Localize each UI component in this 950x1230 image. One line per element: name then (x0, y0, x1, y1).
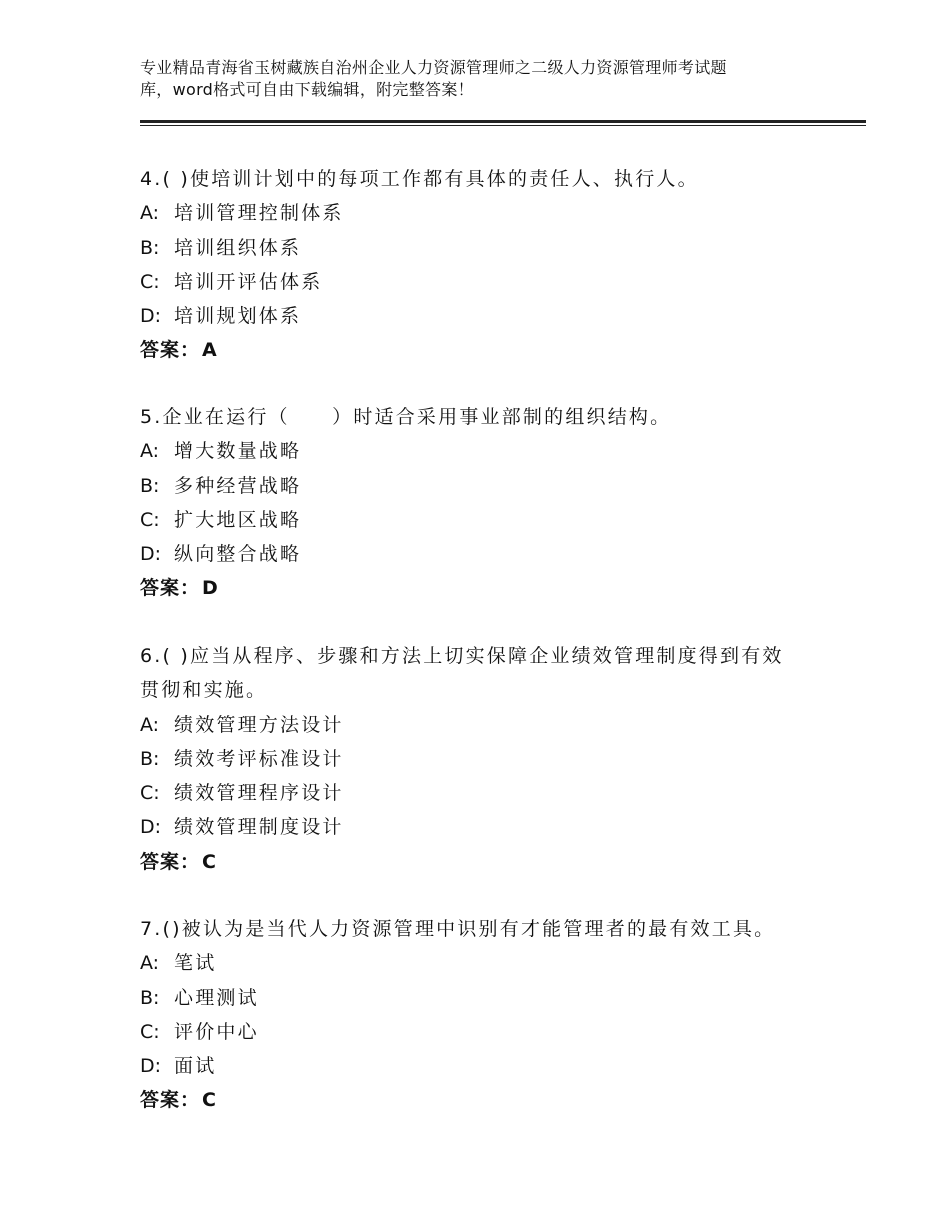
answer-label: 答案： (140, 577, 201, 600)
option-text: 绩效考评标准设计 (174, 747, 344, 770)
answer-label: 答案： (140, 1089, 201, 1112)
option-b (140, 469, 820, 503)
option-text: 绩效管理方法设计 (174, 713, 344, 736)
option-label: C: (140, 782, 160, 805)
question-block (140, 912, 820, 1118)
option-text: 培训管理控制体系 (174, 202, 344, 225)
option-a (140, 946, 820, 980)
option-text: 评价中心 (174, 1020, 259, 1043)
option-label: D: (140, 543, 162, 566)
question-block (140, 400, 820, 606)
option-d (140, 810, 820, 844)
option-label: A: (140, 440, 160, 463)
answer-value: A (202, 339, 218, 362)
option-text: 培训开评估体系 (174, 270, 323, 293)
answer-line (140, 571, 820, 605)
option-a (140, 708, 820, 742)
option-d (140, 1049, 820, 1083)
answer-value: D (202, 577, 219, 600)
answer-line (140, 845, 820, 879)
option-label: C: (140, 1020, 160, 1043)
option-label: A: (140, 202, 160, 225)
option-text: 纵向整合战略 (174, 543, 302, 566)
option-label: D: (140, 1055, 162, 1078)
answer-value: C (202, 850, 217, 873)
option-label: D: (140, 816, 162, 839)
question-stem: 5.企业在运行（ ）时适合采用事业部制的组织结构。 (140, 406, 672, 428)
header-rule-thick (140, 120, 866, 123)
question-stem: 6.( )应当从程序、步骤和方法上切实保障企业绩效管理制度得到有效 (140, 645, 784, 667)
option-text: 培训规划体系 (174, 305, 302, 328)
option-label: B: (140, 236, 160, 259)
answer-line (140, 1083, 820, 1117)
header-line-2: 库，word格式可自由下载编辑，附完整答案！ (140, 80, 474, 99)
option-label: A: (140, 952, 160, 975)
document-header (140, 57, 830, 101)
option-a (140, 434, 820, 468)
question-stem: 4.( )使培训计划中的每项工作都有具体的责任人、执行人。 (140, 168, 699, 190)
option-text: 增大数量战略 (174, 440, 302, 463)
question-block (140, 639, 820, 879)
option-text: 面试 (174, 1055, 217, 1078)
answer-label: 答案： (140, 339, 201, 362)
option-label: C: (140, 270, 160, 293)
option-label: B: (140, 747, 160, 770)
option-a (140, 196, 820, 230)
answer-label: 答案： (140, 850, 201, 873)
question-stem-continued: 贯彻和实施。 (140, 679, 268, 702)
option-d (140, 537, 820, 571)
option-text: 绩效管理制度设计 (174, 816, 344, 839)
option-label: D: (140, 305, 162, 328)
option-c (140, 503, 820, 537)
header-line-1: 专业精品青海省玉树藏族自治州企业人力资源管理师之二级人力资源管理师考试题 (140, 58, 727, 77)
option-c (140, 776, 820, 810)
option-text: 心理测试 (174, 986, 259, 1009)
option-b (140, 742, 820, 776)
option-text: 绩效管理程序设计 (174, 782, 344, 805)
option-c (140, 265, 820, 299)
option-c (140, 1015, 820, 1049)
question-stem: 7.()被认为是当代人力资源管理中识别有才能管理者的最有效工具。 (140, 918, 776, 940)
answer-value: C (202, 1089, 217, 1112)
option-d (140, 299, 820, 333)
option-label: C: (140, 508, 160, 531)
option-text: 扩大地区战略 (174, 508, 302, 531)
option-text: 培训组织体系 (174, 236, 302, 259)
question-block (140, 162, 820, 368)
option-b (140, 231, 820, 265)
answer-line (140, 333, 820, 367)
option-b (140, 981, 820, 1015)
option-text: 笔试 (174, 952, 217, 975)
option-text: 多种经营战略 (174, 474, 302, 497)
option-label: B: (140, 986, 160, 1009)
option-label: A: (140, 713, 160, 736)
header-rule-thin (140, 125, 866, 126)
option-label: B: (140, 474, 160, 497)
